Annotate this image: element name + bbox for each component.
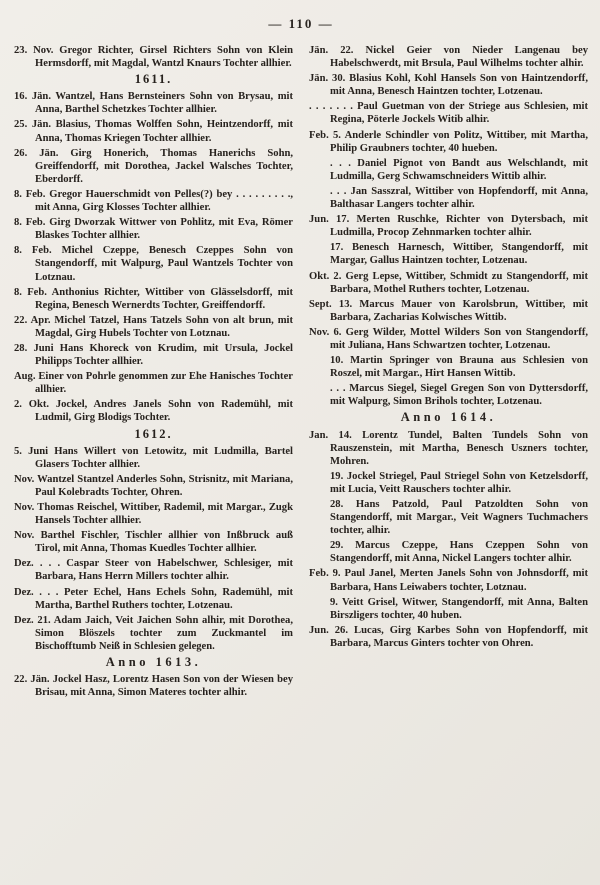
- register-entry: 9. Veitt Grisel, Witwer, Stangendorff, mit Anna, Balten Birszligers tochter, 40 huben.: [330, 596, 588, 621]
- register-entry: Nov. 6. Gerg Wilder, Mottel Wilders Son von Stangendorff, mit Juliana, Hans Schwartzen tochter, Lotzenau.: [309, 326, 588, 351]
- register-entry: 22. Jän. Jockel Hasz, Lorentz Hasen Son von der Wiesen bey Brisau, mit Anna, Simon Materes tochter alhir.: [14, 674, 293, 699]
- register-entry: Nov. Thomas Reischel, Wittiber, Rademil, mit Margar., Zugk Hansels Tochter allhier.: [14, 502, 293, 527]
- register-entry: Jän. 30. Blasius Kohl, Kohl Hansels Son von Haintzendorff, mit Anna, Benesch Haintzen tochter, Lotzenau.: [309, 73, 588, 98]
- register-entry: . . . . . . . Paul Guetman von der Striege aus Schlesien, mit Regina, Pöterle Jockels Witib alhir.: [309, 101, 588, 126]
- register-entry: Nov. Wantzel Stantzel Anderles Sohn, Strisnitz, mit Mariana, Paul Kolebradts Tochter, Ohren.: [14, 473, 293, 498]
- register-entry: Jan. 14. Lorentz Tundel, Balten Tundels Sohn von Rauszenstein, mit Martha, Benesch Uszners tochter, Mohren.: [309, 429, 588, 467]
- register-columns: [14, 44, 588, 701]
- left-column: [14, 44, 293, 701]
- register-entry: Jun. 26. Lucas, Girg Karbes Sohn von Hopfendorff, mit Barbara, Marcus Ginters tochter von Ohren.: [309, 624, 588, 649]
- register-entry: . . . Daniel Pignot von Bandt aus Welschlandt, mit Ludmilla, Gerg Schwamschneiders Wittib alhir.: [330, 157, 588, 182]
- page-number-header: — 110 —: [268, 16, 334, 31]
- register-entry: Jän. 22. Nickel Geier von Nieder Langenau bey Habelschwerdt, mit Brsula, Paul Wilhelms tochter alhir.: [309, 45, 588, 70]
- register-entry: 29. Marcus Czeppe, Hans Czeppen Sohn von Stangendorff, mit Anna, Nickel Langers tochter alhir.: [330, 540, 588, 565]
- register-entry: 5. Juni Hans Willert von Letowitz, mit Ludmilla, Bartel Glasers Tochter allhier.: [14, 445, 293, 470]
- register-entry: Feb. 5. Anderle Schindler von Politz, Wittiber, mit Martha, Philip Graubners tochter, 40 hueben.: [309, 129, 588, 154]
- register-entry: 8. Feb. Girg Dworzak Wittwer von Pohlitz, mit Eva, Römer Blaskes Tochter allhier.: [14, 217, 293, 242]
- register-entry: 10. Martin Springer von Brauna aus Schlesien von Roszel, mit Margar., Hirt Hansen Wittib.: [330, 355, 588, 380]
- register-entry: 2. Okt. Jockel, Andres Janels Sohn von Rademühl, mit Ludmil, Girg Blodigs Tochter.: [14, 399, 293, 424]
- register-entry: 8. Feb. Michel Czeppe, Benesch Czeppes Sohn von Stangendorff, mit Walpurg, Paul Wantzels Tochter von Lotznau.: [14, 245, 293, 283]
- register-entry: . . . Jan Sasszral, Wittiber von Hopfendorff, mit Anna, Balthasar Langers tochter alhir.: [330, 185, 588, 211]
- register-entry: Dez. . . . Caspar Steer von Habelschwer, Schlesiger, mit Barbara, Hans Herrn Millers tochter alhir.: [14, 558, 293, 583]
- register-entry: 26. Jän. Girg Honerich, Thomas Hanerichs Sohn, Greiffendorff, mit Dorothea, Jackel Walsches Tochter, Eberdorff.: [14, 147, 293, 185]
- register-entry: Feb. 9. Paul Janel, Merten Janels Sohn von Johnsdorff, mit Barbara, Hans Leiwabers tochter, Lotznau.: [309, 568, 588, 593]
- year-heading: 1612.: [134, 426, 173, 441]
- register-entry: 16. Jän. Wantzel, Hans Bernsteiners Sohn von Brysau, mit Anna, Barthel Schetzkes Tochter allhier.: [14, 91, 293, 116]
- register-entry: Nov. Barthel Fischler, Tischler allhier von Inßbruck auß Tirol, mit Anna, Thomas Kuedles Tochter allhier.: [14, 530, 293, 555]
- register-entry: Aug. Einer von Pohrle genommen zur Ehe Hanisches Tochter allhier.: [14, 371, 293, 396]
- register-entry: 25. Jän. Blasius, Thomas Wolffen Sohn, Heintzendorff, mit Anna, Thomas Kriegen Tochter allhier.: [14, 119, 293, 144]
- register-entry: 19. Jockel Striegel, Paul Striegel Sohn von Ketzelsdorff, mit Lucia, Veitt Rauschers tochter alhir.: [330, 470, 588, 495]
- year-heading: 1611.: [134, 72, 173, 87]
- register-entry: . . . Marcus Siegel, Siegel Gregen Son von Dyttersdorff, mit Walpurg, Simon Brihols tochter, Lotzenau.: [330, 383, 588, 408]
- register-entry: Sept. 13. Marcus Mauer von Karolsbrun, Wittiber, mit Barbara, Zacharias Kolwisches Wittib.: [309, 298, 588, 323]
- register-entry: Jun. 17. Merten Ruschke, Richter von Dytersbach, mit Ludmilla, Procop Zehnmarken tochter alhir.: [309, 214, 588, 239]
- register-entry: 17. Benesch Harnesch, Wittiber, Stangendorff, mit Margar, Gallus Haintzen tochter, Lotzenau.: [330, 242, 588, 267]
- year-heading: Anno 1613.: [105, 655, 202, 670]
- register-entry: Okt. 2. Gerg Lepse, Wittiber, Schmidt zu Stangendorff, mit Barbara, Mothel Ruthers tochter, Lotzenau.: [309, 270, 588, 295]
- right-column: [309, 44, 588, 701]
- register-entry: Dez. 21. Adam Jaich, Veit Jaichen Sohn alhir, mit Dorothea, Simon Blöszels tochter zum Zuckmantel im Bischofftumb Neiß in Schlesien gelegen.: [14, 614, 293, 652]
- register-entry: 23. Nov. Gregor Richter, Girsel Richters Sohn von Klein Hermsdorff, mit Magdal, Wantzl Knaurs Tochter allhier.: [14, 45, 293, 70]
- register-entry: 8. Feb. Gregor Hauerschmidt von Pelles(?) bey . . . . . . . . ., mit Anna, Girg Klosses Tochter allhier.: [14, 188, 293, 214]
- register-entry: 8. Feb. Anthonius Richter, Wittiber von Glässelsdorff, mit Regina, Benesch Wernerdts Tochter, Greiffendorff.: [14, 286, 293, 311]
- register-entry: 28. Juni Hans Khoreck von Krudim, mit Ursula, Jockel Philipps Tochter allhier.: [14, 342, 293, 368]
- register-entry: Dez. . . . Peter Echel, Hans Echels Sohn, Rademühl, mit Martha, Barthel Ruthers tochter, Lotzenau.: [14, 586, 293, 611]
- register-entry: 28. Hans Patzold, Paul Patzoldten Sohn von Stangendorff, mit Margar., Veit Wagners Tuchmachers tochter, alhir.: [330, 499, 588, 537]
- year-heading: Anno 1614.: [400, 410, 497, 425]
- register-entry: 22. Apr. Michel Tatzel, Hans Tatzels Sohn von alt brun, mit Magdal, Girg Hubels Tochter von Lotznau.: [14, 314, 293, 339]
